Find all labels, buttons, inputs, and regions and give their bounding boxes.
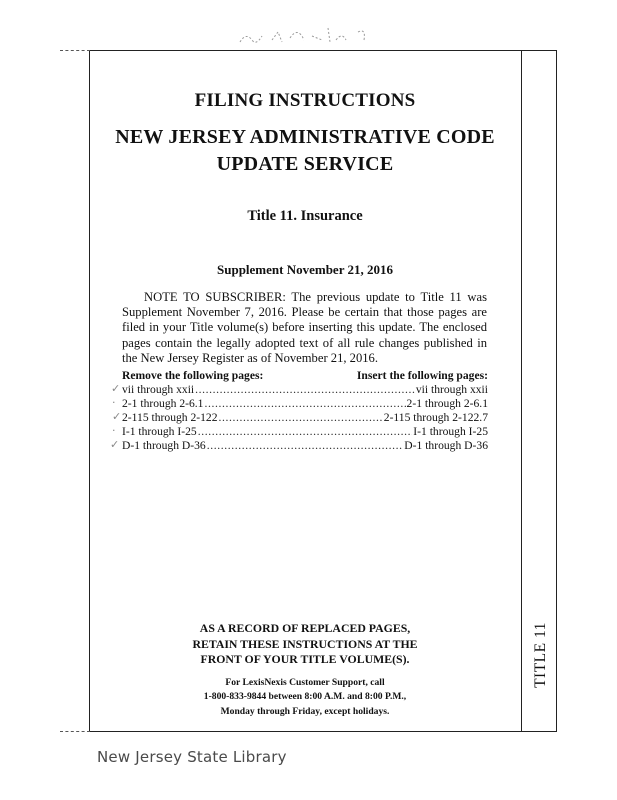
dot-leader — [195, 383, 415, 397]
dot-leader — [204, 397, 405, 411]
page-table — [122, 383, 488, 453]
remove-pages: 2-115 through 2-122 — [122, 411, 218, 424]
library-stamp: New Jersey State Library — [97, 748, 287, 766]
check-mark-icon: ✓ — [112, 410, 122, 423]
support-line: Monday through Friday, except holidays. — [220, 705, 390, 717]
table-row — [122, 397, 488, 411]
remove-pages: I-1 through I-25 — [122, 425, 197, 438]
check-mark-icon: ✓ — [111, 382, 121, 395]
record-line: RETAIN THESE INSTRUCTIONS AT THE — [192, 636, 418, 651]
remove-pages: D-1 through D-36 — [122, 439, 206, 452]
support-line: For LexisNexis Customer Support, call — [225, 677, 385, 688]
record-line: AS A RECORD OF REPLACED PAGES, — [199, 621, 411, 635]
frame-dash-top — [60, 50, 90, 51]
table-row — [122, 411, 488, 425]
remove-header: Remove the following pages: — [122, 369, 264, 382]
code-title-line2: UPDATE SERVICE — [216, 153, 394, 175]
record-line: FRONT OF YOUR TITLE VOLUME(S). — [200, 652, 410, 667]
check-mark-icon: · — [112, 424, 116, 437]
check-mark-icon: · — [112, 396, 116, 409]
handwritten-scribble — [232, 22, 382, 48]
table-row — [122, 439, 488, 453]
title-line: Title 11. Insurance — [247, 208, 363, 224]
dot-leader — [219, 411, 383, 425]
supplement-date: Supplement November 21, 2016 — [217, 262, 393, 277]
insert-pages: 2-115 through 2-122.7 — [383, 411, 488, 424]
insert-pages: vii through xxii — [415, 383, 488, 396]
remove-pages: vii through xxii — [122, 383, 195, 396]
table-row — [122, 383, 488, 397]
spine-label: TITLE 11 — [532, 622, 549, 688]
insert-pages: 2-1 through 2-6.1 — [406, 397, 488, 410]
note-to-subscriber: NOTE TO SUBSCRIBER: The previous update to Title 11 was Supplement November 7, 2016. Please be certain that those pages are filed in your Title volume(s) before inserting this update. The enclosed pages contain the legally adopted text of all rule changes published in the New Jersey Register as of November 21, 2016. — [122, 290, 487, 365]
insert-header: Insert the following pages: — [356, 369, 488, 382]
insert-pages: I-1 through I-25 — [413, 425, 488, 438]
dot-leader — [198, 425, 413, 439]
remove-pages: 2-1 through 2-6.1 — [122, 397, 204, 410]
code-title-line1: NEW JERSEY ADMINISTRATIVE CODE — [115, 126, 495, 148]
check-mark-icon: ✓ — [110, 438, 120, 451]
record-notice — [89, 621, 521, 668]
dot-leader — [207, 439, 404, 453]
frame-dash-bottom — [60, 731, 90, 732]
table-headers — [122, 369, 488, 382]
table-row — [122, 425, 488, 439]
spine-label-box — [531, 620, 551, 690]
spine-divider — [521, 50, 522, 732]
filing-title: FILING INSTRUCTIONS — [194, 90, 416, 111]
support-line: 1-800-833-9844 between 8:00 A.M. and 8:00 P.M., — [203, 691, 407, 703]
insert-pages: D-1 through D-36 — [404, 439, 488, 452]
customer-support — [89, 676, 521, 719]
